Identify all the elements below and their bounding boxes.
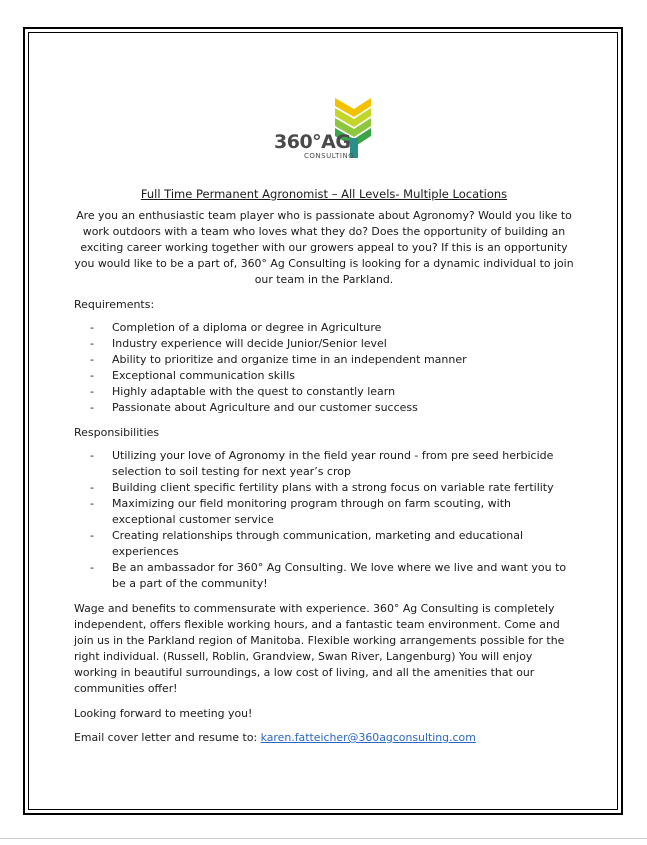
responsibility-text: Building client specific fertility plans with a strong focus on variable rate fertility <box>112 481 554 494</box>
email-link[interactable]: karen.fatteicher@360agconsulting.com <box>260 731 476 744</box>
requirement-text: Completion of a diploma or degree in Agriculture <box>112 321 382 334</box>
responsibility-text: Be an ambassador for 360° Ag Consulting. We love where we live and want you to be a part of the community! <box>112 561 567 590</box>
requirement-text: Industry experience will decide Junior/Senior level <box>112 337 387 350</box>
contact-line <box>74 730 574 746</box>
responsibility-text: Utilizing your love of Agronomy in the field year round - from pre seed herbicide selection to soil testing for next year’s crop <box>112 449 554 478</box>
requirement-text: Ability to prioritize and organize time in an independent manner <box>112 353 467 366</box>
requirements-list <box>74 320 574 416</box>
list-item <box>74 384 574 400</box>
contact-prefix: Email cover letter and resume to: <box>74 731 261 744</box>
bullet-dash: - <box>90 561 94 574</box>
closing-line: Looking forward to meeting you! <box>74 707 253 720</box>
list-item <box>74 336 574 352</box>
responsibility-text: Creating relationships through communication, marketing and educational experiences <box>112 529 524 558</box>
wage-paragraph: Wage and benefits to commensurate with experience. 360° Ag Consulting is completely independent, offers flexible working hours, and a fantastic team environment. Come and join us in the Parkland region of Manitoba. Flexible working arrangements possible for the right individual. (Russell, Roblin, Grandview, Swan River, Langenburg) You will enjoy working in beautiful surroundings, a low cost of living, and all the amenities that our communities offer! <box>74 602 565 695</box>
list-item <box>74 528 574 560</box>
bullet-dash: - <box>90 401 94 414</box>
list-item <box>74 448 574 480</box>
bullet-dash: - <box>90 529 94 542</box>
requirements-heading: Requirements: <box>74 298 155 311</box>
list-item <box>74 560 574 592</box>
job-posting <box>74 92 574 746</box>
logo-wordmark: 360°AG <box>274 131 351 153</box>
bullet-dash: - <box>90 321 94 334</box>
list-item <box>74 496 574 528</box>
list-item <box>74 352 574 368</box>
requirement-text: Highly adaptable with the quest to constantly learn <box>112 385 396 398</box>
list-item <box>74 480 574 496</box>
bullet-dash: - <box>90 481 94 494</box>
bullet-dash: - <box>90 385 94 398</box>
bullet-dash: - <box>90 353 94 366</box>
list-item <box>74 400 574 416</box>
company-logo <box>74 92 574 164</box>
responsibilities-list <box>74 448 574 592</box>
job-title: Full Time Permanent Agronomist – All Levels- Multiple Locations <box>140 187 508 201</box>
responsibility-text: Maximizing our field monitoring program through on farm scouting, with exceptional customer service <box>112 497 512 526</box>
requirement-text: Passionate about Agriculture and our customer success <box>112 401 418 414</box>
intro-paragraph: Are you an enthusiastic team player who is passionate about Agronomy? Would you like to work outdoors with a team who loves what they do? Does the opportunity of building an exciting career working together with our growers appeal to you? If this is an opportunity you would like to be a part of, 360° Ag Consulting is looking for a dynamic individual to join our team in the Parkland. <box>74 209 574 286</box>
bullet-dash: - <box>90 497 94 510</box>
bullet-dash: - <box>90 369 94 382</box>
list-item <box>74 320 574 336</box>
logo-tagline: CONSULTING <box>304 152 355 160</box>
requirement-text: Exceptional communication skills <box>112 369 295 382</box>
responsibilities-heading: Responsibilities <box>74 426 160 439</box>
list-item <box>74 368 574 384</box>
page-bottom-rule <box>0 838 647 839</box>
bullet-dash: - <box>90 337 94 350</box>
bullet-dash: - <box>90 449 94 462</box>
